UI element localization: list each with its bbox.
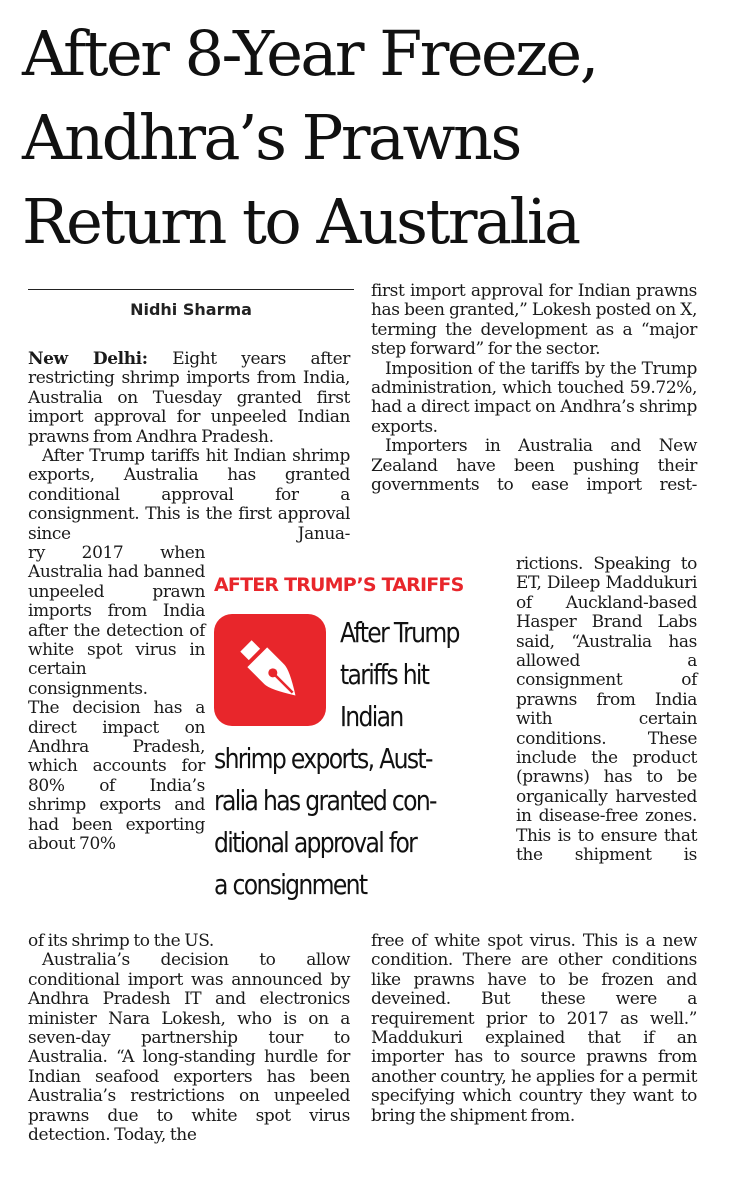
paragraph-7: Importers in Australia and New Zealand have been pushing their governments to ease import rest- [371,436,697,496]
paragraph-6: Imposition of the tariffs by the Trump administration, which touched 59.72%, had a direct impact on Andhra’s shrimp exports. [371,358,697,437]
pullquote-kicker: AFTER TRUMP’S TARIFFS [214,574,464,596]
paragraph-7-end: free of white spot virus. This is a new condition. There are other conditions like prawns have to be frozen and deveined. But these were a requirement prior to 2017 as well.” Maddukuri explained that if an importer has to source prawns from another country, he applies for a permit specifying which country they want to bring the shipment from. [371,931,697,1126]
pullquote-line-6: ditional approval for [214,826,417,859]
pullquote-line-5: ralia has granted con- [214,784,436,817]
pullquote-text [214,612,463,906]
pullquote-line-1: After Trump [340,616,459,649]
paragraph-1-text: Eight years after restricting shrimp imports from India, Australia on Tuesday granted first import approval for unpeeled Indian prawns from Andhra Pradesh. [28,349,350,447]
paragraph-5: first import approval for Indian prawns has been granted,” Lokesh posted on X, terming the development as a “major step forward” for the sector. [371,281,697,360]
byline-rule [28,289,354,290]
pullquote-line-3: Indian [340,700,403,733]
article-column-left-top [28,350,350,544]
dateline: New Delhi: [28,349,148,369]
article-column-right-top [371,282,697,495]
headline [22,12,722,264]
paragraph-2: After Trump tariffs hit Indian shrimp exports, Australia has granted conditional approval for a consignment. This is the first approval since Janua- [28,446,350,544]
paragraph-3: The decision has a direct impact on Andhra Pradesh, which accounts for 80% of India’s shrimp exports and had been exporting about 70% [28,698,205,855]
pullquote-line-2: tariffs hit [340,658,429,691]
article-column-right-bottom [371,932,697,1126]
paragraph-2-continued: ry 2017 when Australia had banned unpeeled prawn imports from India after the detection of white spot virus in certain consignments. [28,543,205,699]
article-column-right-narrow [516,555,697,866]
headline-line-3: Return to Australia [22,185,579,258]
article-column-left-bottom [28,932,350,1145]
headline-line-1: After 8-Year Freeze, [22,17,597,90]
pullquote-line-7: a consignment [214,868,367,901]
paragraph-1 [28,350,350,447]
paragraph-3-continued: of its shrimp to the US. [28,931,214,951]
pullquote-line-4: shrimp exports, Aust- [214,742,432,775]
byline: Nidhi Sharma [130,300,252,319]
paragraph-7-continued: rictions. Speaking to ET, Dileep Maddukuri of Auckland-based Hasper Brand Labs said, “Australia has allowed a consignment of prawns from India with certain conditions. These include the product (prawns) has to be organically harvested in disease-free zones. This is to ensure that the shipment is [516,554,697,866]
paragraph-4: Australia’s decision to allow conditional import was announced by Andhra Pradesh IT and electronics minister Nara Lokesh, who is on a seven-day partnership tour to Australia. “A long-standing hurdle for Indian seafood exporters has been Australia’s restrictions on unpeeled prawns due to white spot virus detection. Today, the [28,950,350,1146]
headline-line-2: Andhra’s Prawns [22,101,520,174]
article-column-left-narrow [28,544,205,855]
